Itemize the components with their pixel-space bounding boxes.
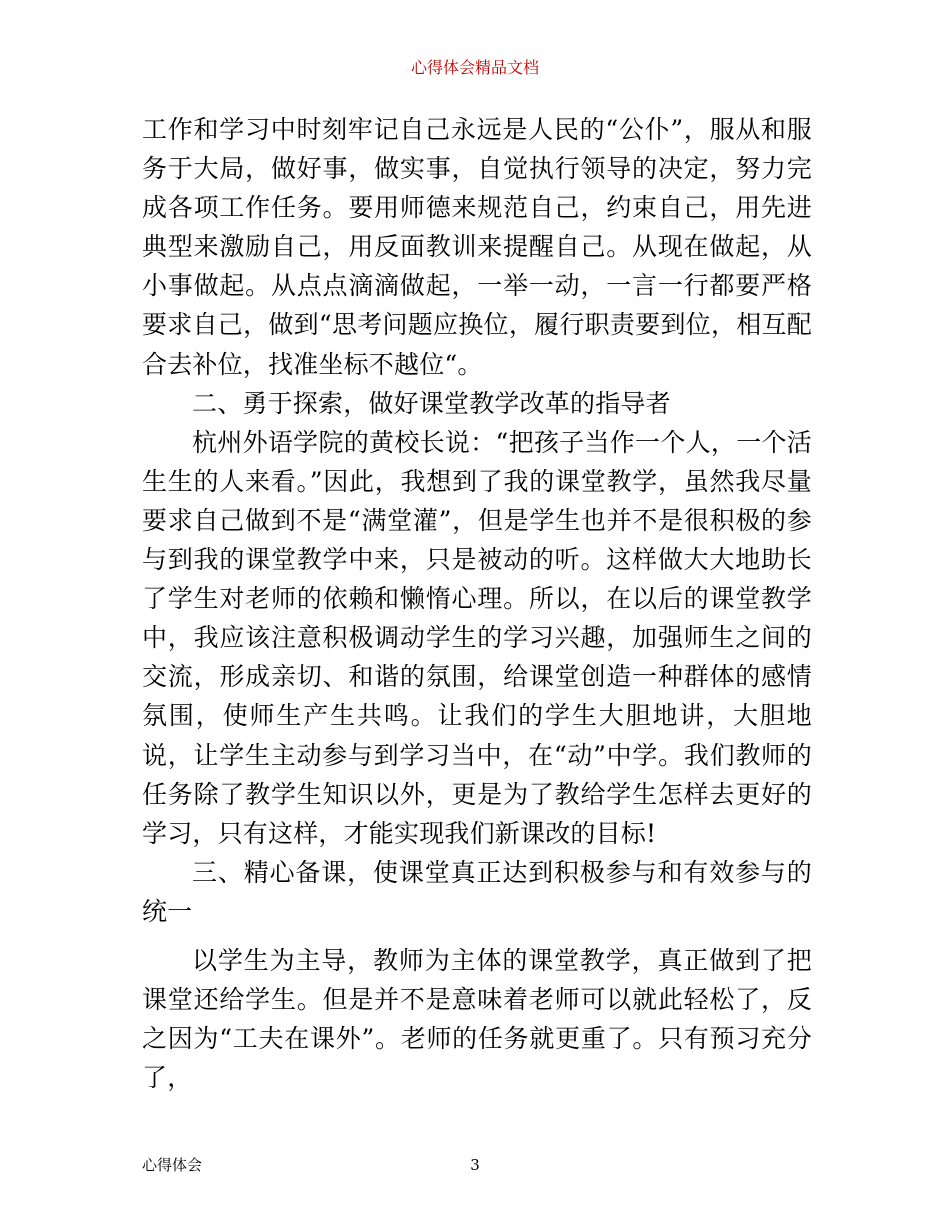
paragraph-section-3: 以学生为主导，教师为主体的课堂教学，真正做到了把课堂还给学生。但是并不是意味着老师可以就此轻松了，反之因为“工夫在课外”。老师的任务就更重了。只有预习充分了， [142,945,812,1093]
paragraph-continuation: 工作和学习中时刻牢记自己永远是人民的“公仆”，服从和服务于大局，做好事，做实事，自觉执行领导的决定，努力完成各项工作任务。要用师德来规范自己，约束自己，用先进典型来激励自己，用反面教训来提醒自己。从现在做起，从小事做起。从点点滴滴做起，一举一动，一言一行都要严格要求自己，做到“思考问题应换位，履行职责要到位，相互配合去补位，找准坐标不越位“。 [142,115,812,379]
section-heading-3: 三、精心备课，使课堂真正达到积极参与和有效参与的统一 [142,857,812,926]
document-body [142,110,812,1097]
paragraph-section-2: 杭州外语学院的黄校长说：“把孩子当作一个人，一个活生生的人来看。”因此，我想到了我的课堂教学，虽然我尽量要求自己做到不是“满堂灌”，但是学生也并不是很积极的参与到我的课堂教学中来，只是被动的听。这样做大大地助长了学生对老师的依赖和懒惰心理。所以，在以后的课堂教学中，我应该注意积极调动学生的学习兴趣，加强师生之间的交流，形成亲切、和谐的氛围，给课堂创造一种群体的感情氛围，使师生产生共鸣。让我们的学生大胆地讲，大胆地说，让学生主动参与到学习当中，在“动”中学。我们教师的任务除了教学生知识以外，更是为了教给学生怎样去更好的学习，只有这样，才能实现我们新课改的目标! [142,427,812,848]
section-heading-2: 二、勇于探索，做好课堂教学改革的指导者 [192,388,671,418]
page-header-title: 心得体会精品文档 [410,58,539,77]
page-footer-label: 心得体会 [142,1156,203,1174]
page-number: 3 [470,1156,480,1174]
